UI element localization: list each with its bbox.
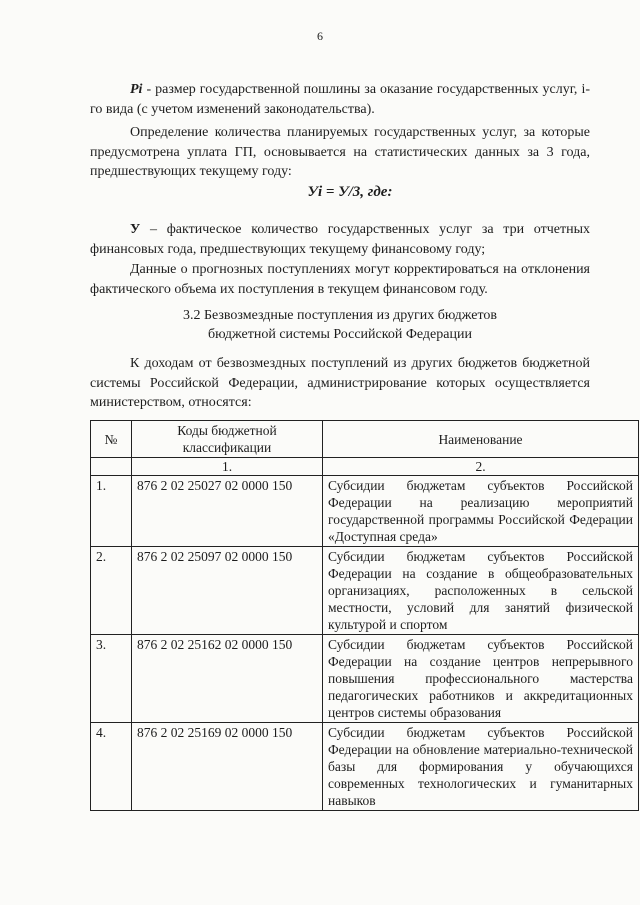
row-num: 2. xyxy=(91,547,132,635)
table-row xyxy=(91,476,639,547)
formula: Уi = У/3, где: xyxy=(307,184,393,200)
row-code: 876 2 02 25169 02 0000 150 xyxy=(132,723,323,811)
index-cell xyxy=(91,458,132,476)
paragraph-forecast-adjust: Данные о прогнозных поступлениях могут корректироваться на отклонения фактического объема их поступления в текущем финансовом году. xyxy=(90,262,590,297)
header-name: Наименование xyxy=(323,421,639,458)
table-row xyxy=(91,723,639,811)
symbol-u: У xyxy=(130,222,141,237)
row-code: 876 2 02 25027 02 0000 150 xyxy=(132,476,323,547)
row-name: Субсидии бюджетам субъектов Российской Федерации на создание центров непрерывного повышения профессионального мастерства педагогических работников и аккредитационных центров системы образования xyxy=(323,635,639,723)
row-name: Субсидии бюджетам субъектов Российской Федерации на реализацию мероприятий государственной программы Российской Федерации «Доступная среда» xyxy=(323,476,639,547)
income-table xyxy=(90,420,639,811)
row-code: 876 2 02 25097 02 0000 150 xyxy=(132,547,323,635)
section-heading-line1: 3.2 Безвозмездные поступления из других бюджетов xyxy=(182,308,498,323)
pi-definition-text: - размер государственной пошлины за оказание государственных услуг, i-го вида (с учетом изменений законодательства). xyxy=(90,82,590,117)
header-num: № xyxy=(91,421,132,458)
paragraph-pi-definition xyxy=(90,80,590,119)
section-heading-line2: бюджетной системы Российской Федерации xyxy=(208,327,472,342)
row-code: 876 2 02 25162 02 0000 150 xyxy=(132,635,323,723)
table-row xyxy=(91,635,639,723)
paragraph-u-definition xyxy=(90,220,590,259)
index-cell: 2. xyxy=(323,458,639,476)
paragraph-income-intro: К доходам от безвозмездных поступлений из других бюджетов бюджетной системы Российской Федерации, администрирование которых осуществляется министерством, относятся: xyxy=(90,356,590,410)
u-definition-text: – фактическое количество государственных услуг за три отчетных финансовых года, предшествующих текущему финансовому году; xyxy=(90,222,590,257)
page-number: 6 xyxy=(317,29,323,43)
paragraph-planning: Определение количества планируемых государственных услуг, за которые предусмотрена уплата ГП, основывается на статистических данных за 3 года, предшествующих текущему году: xyxy=(90,125,590,179)
table-index-row xyxy=(91,458,639,476)
row-num: 4. xyxy=(91,723,132,811)
row-num: 3. xyxy=(91,635,132,723)
symbol-pi: Pi xyxy=(130,82,143,97)
index-cell: 1. xyxy=(132,458,323,476)
row-name: Субсидии бюджетам субъектов Российской Федерации на создание в общеобразовательных организациях, расположенных в сельской местности, условий для занятий физической культурой и спортом xyxy=(323,547,639,635)
row-name: Субсидии бюджетам субъектов Российской Федерации на обновление материально-технической базы для формирования у обучающихся современных технологических и гуманитарных навыков xyxy=(323,723,639,811)
section-heading xyxy=(90,306,590,344)
table-header-row xyxy=(91,421,639,458)
row-num: 1. xyxy=(91,476,132,547)
header-code: Коды бюджетной классификации xyxy=(132,421,323,458)
table-row xyxy=(91,547,639,635)
